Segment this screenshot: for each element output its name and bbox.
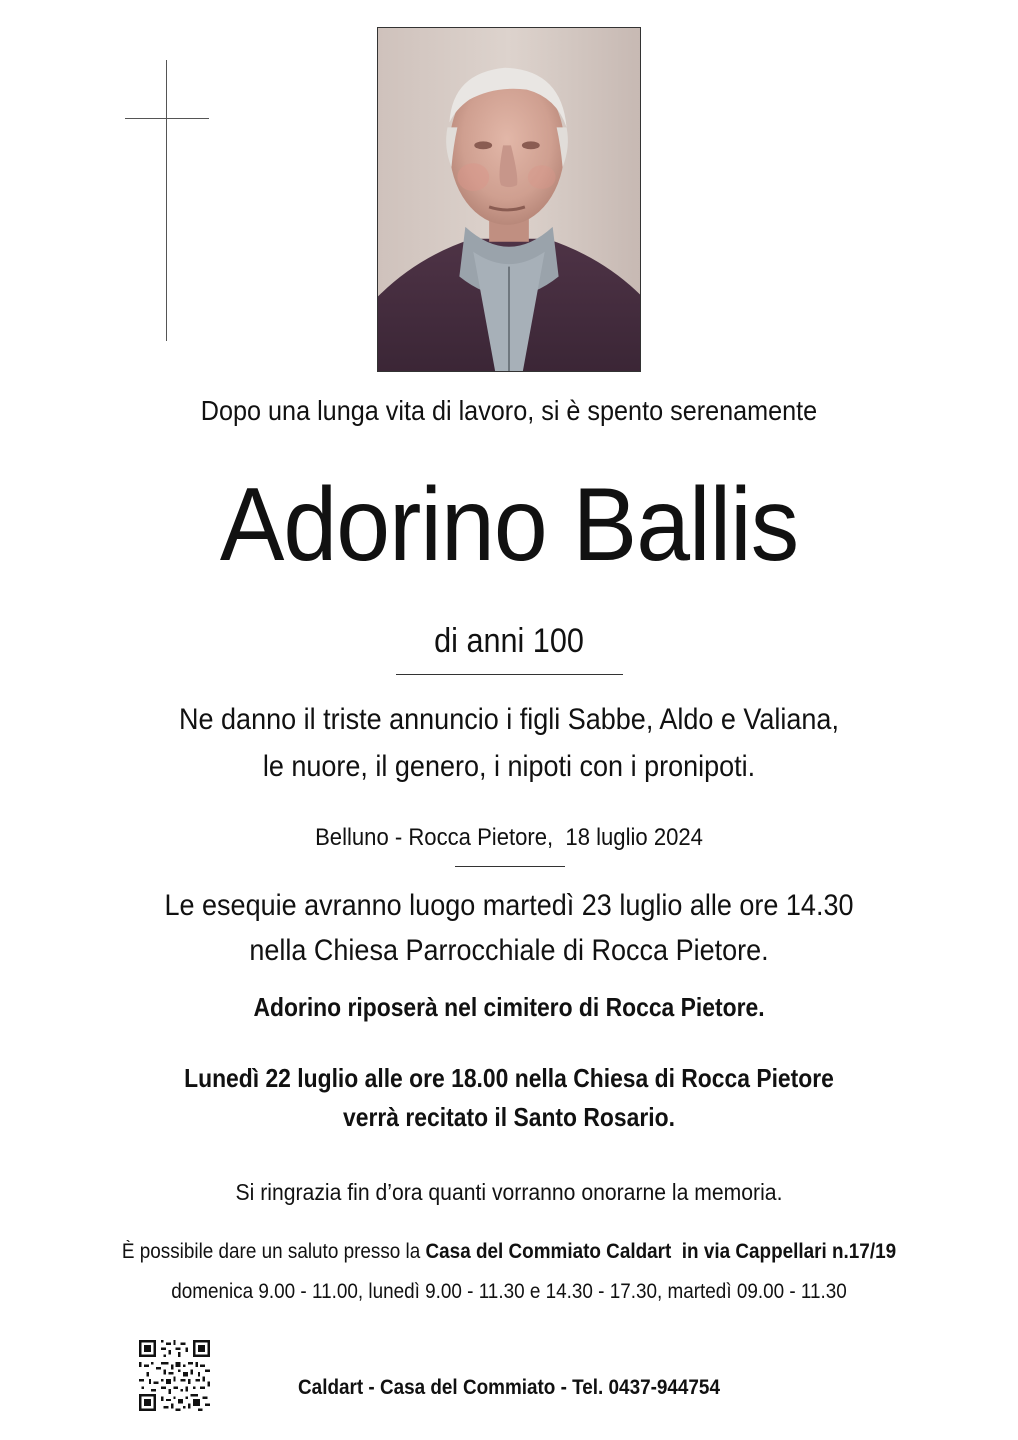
visit-hours: domenica 9.00 - 11.00, lunedì 9.00 - 11.30 e 14.30 - 17.30, martedì 09.00 - 11.30 [171, 1280, 847, 1303]
announcement-line-2: le nuore, il genero, i nipoti con i pronipoti. [262, 750, 756, 783]
funeral-line-1: Le esequie avranno luogo martedì 23 luglio alle ore 14.30 [164, 889, 854, 922]
footer-contact: Caldart - Casa del Commiato - Tel. 0437-944754 [298, 1376, 720, 1399]
visit-place: Casa del Commiato Caldart in via Cappellari n.17/19 [425, 1240, 897, 1263]
thanks-text: Si ringrazia fin d’ora quanti vorranno onorarne la memoria. [235, 1179, 783, 1205]
funeral-line-2: nella Chiesa Parrocchiale di Rocca Pietore. [249, 934, 769, 967]
age-text: di anni 100 [434, 622, 584, 660]
burial-text: Adorino riposerà nel cimitero di Rocca Pietore. [253, 992, 765, 1022]
portrait-photo [377, 27, 641, 372]
rosary-line-1: Lunedì 22 luglio alle ore 18.00 nella Chiesa di Rocca Pietore [184, 1063, 834, 1093]
intro-text: Dopo una lunga vita di lavoro, si è spento serenamente [200, 395, 818, 426]
visit-prefix: È possibile dare un saluto presso la [121, 1240, 426, 1263]
announcement-line-1: Ne danno il triste annuncio i figli Sabbe, Aldo e Valiana, [179, 703, 839, 736]
rosary-line-2: verrà recitato il Santo Rosario. [343, 1102, 675, 1132]
visit-info [51, 1240, 967, 1264]
divider [455, 866, 565, 867]
divider [396, 674, 623, 675]
cross-icon-vertical [166, 60, 167, 341]
cross-icon-horizontal [125, 118, 209, 119]
place-date: Belluno - Rocca Pietore, 18 luglio 2024 [315, 824, 703, 851]
portrait-illustration [378, 28, 640, 371]
deceased-name: Adorino Ballis [219, 467, 799, 583]
